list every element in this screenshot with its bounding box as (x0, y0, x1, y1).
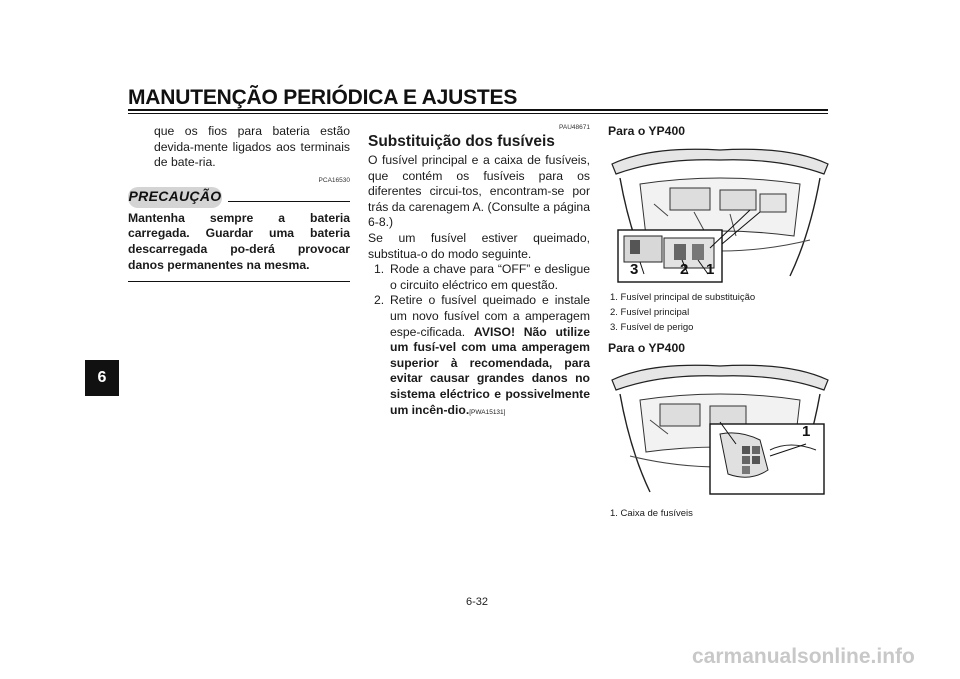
callout-2: 2 (680, 260, 689, 278)
figure-1-captions (608, 290, 830, 335)
header-rule-thin (128, 113, 828, 114)
header-rule (128, 109, 828, 111)
caution-bottom-rule (128, 281, 350, 282)
step-text: Retire o fusível queimado e instale um novo fusível com a amperagem espe-cificada. (390, 293, 590, 339)
warning-code: [PWA15131] (469, 408, 506, 416)
figure-1-heading: Para o YP400 (608, 124, 686, 138)
step-number: 2. (374, 293, 385, 308)
page-header-title: MANUTENÇÃO PERIÓDICA E AJUSTES (128, 86, 518, 109)
intro-paragraph: O fusível principal e a caixa de fusíveis, que contém os fusíveis para os diferentes circui-tos, encontram-se por trás da carenagem A. (Consulte a página 6-8.) (368, 153, 590, 230)
continuation-text: que os fios para bateria estão devida-mente ligados aos terminais de bate-ria. (154, 124, 350, 170)
section-title: Substituição dos fusíveis (368, 133, 555, 150)
caution-rule (228, 201, 350, 202)
caption-item: 3. Fusível de perigo (610, 321, 694, 333)
callout-3: 3 (630, 260, 639, 278)
figure-1 (610, 144, 830, 284)
step-item (368, 262, 590, 293)
caution-header (128, 187, 350, 211)
column-1 (128, 124, 350, 282)
watermark[interactable]: carmanualsonline.info (692, 645, 915, 668)
fuse-box-illustration (610, 360, 830, 500)
figure-2 (610, 360, 830, 500)
caution-text: Mantenha sempre a bateria carregada. Guardar uma bateria descarregada po-derá provocar danos permanentes na mesma. (128, 210, 350, 272)
intro-paragraph-2: Se um fusível estiver queimado, substitua-o do modo seguinte. (368, 230, 590, 261)
figure-2-captions (608, 506, 830, 521)
page-number: 6-32 (466, 596, 489, 608)
caption-item: 1. Fusível principal de substituição (610, 291, 756, 303)
callout-1: 1 (706, 260, 715, 278)
step-text: Rode a chave para “OFF” e desligue o circuito eléctrico em questão. (390, 262, 590, 292)
figure-2-heading: Para o YP400 (608, 340, 686, 355)
warning-text: AVISO! Não utilize um fusí-vel com uma amperagem superior à recomendada, para evitar causar grandes danos no sistema eléctrico e possivelmente um incên-dio. (390, 324, 590, 417)
caution-code: PCA16530 (318, 176, 350, 184)
caution-badge: PRECAUÇÃO (128, 187, 222, 208)
column-3 (608, 124, 830, 521)
scooter-fuse-illustration (610, 144, 830, 284)
step-number: 1. (374, 262, 385, 277)
chapter-tab: 6 (85, 360, 119, 396)
section-code: PAU48671 (559, 124, 590, 131)
callout-1: 1 (802, 423, 811, 441)
step-item (368, 293, 590, 420)
caption-item: 2. Fusível principal (610, 306, 690, 318)
caption-item: 1. Caixa de fusíveis (610, 508, 693, 520)
column-2 (368, 124, 590, 420)
steps-list (368, 262, 590, 420)
